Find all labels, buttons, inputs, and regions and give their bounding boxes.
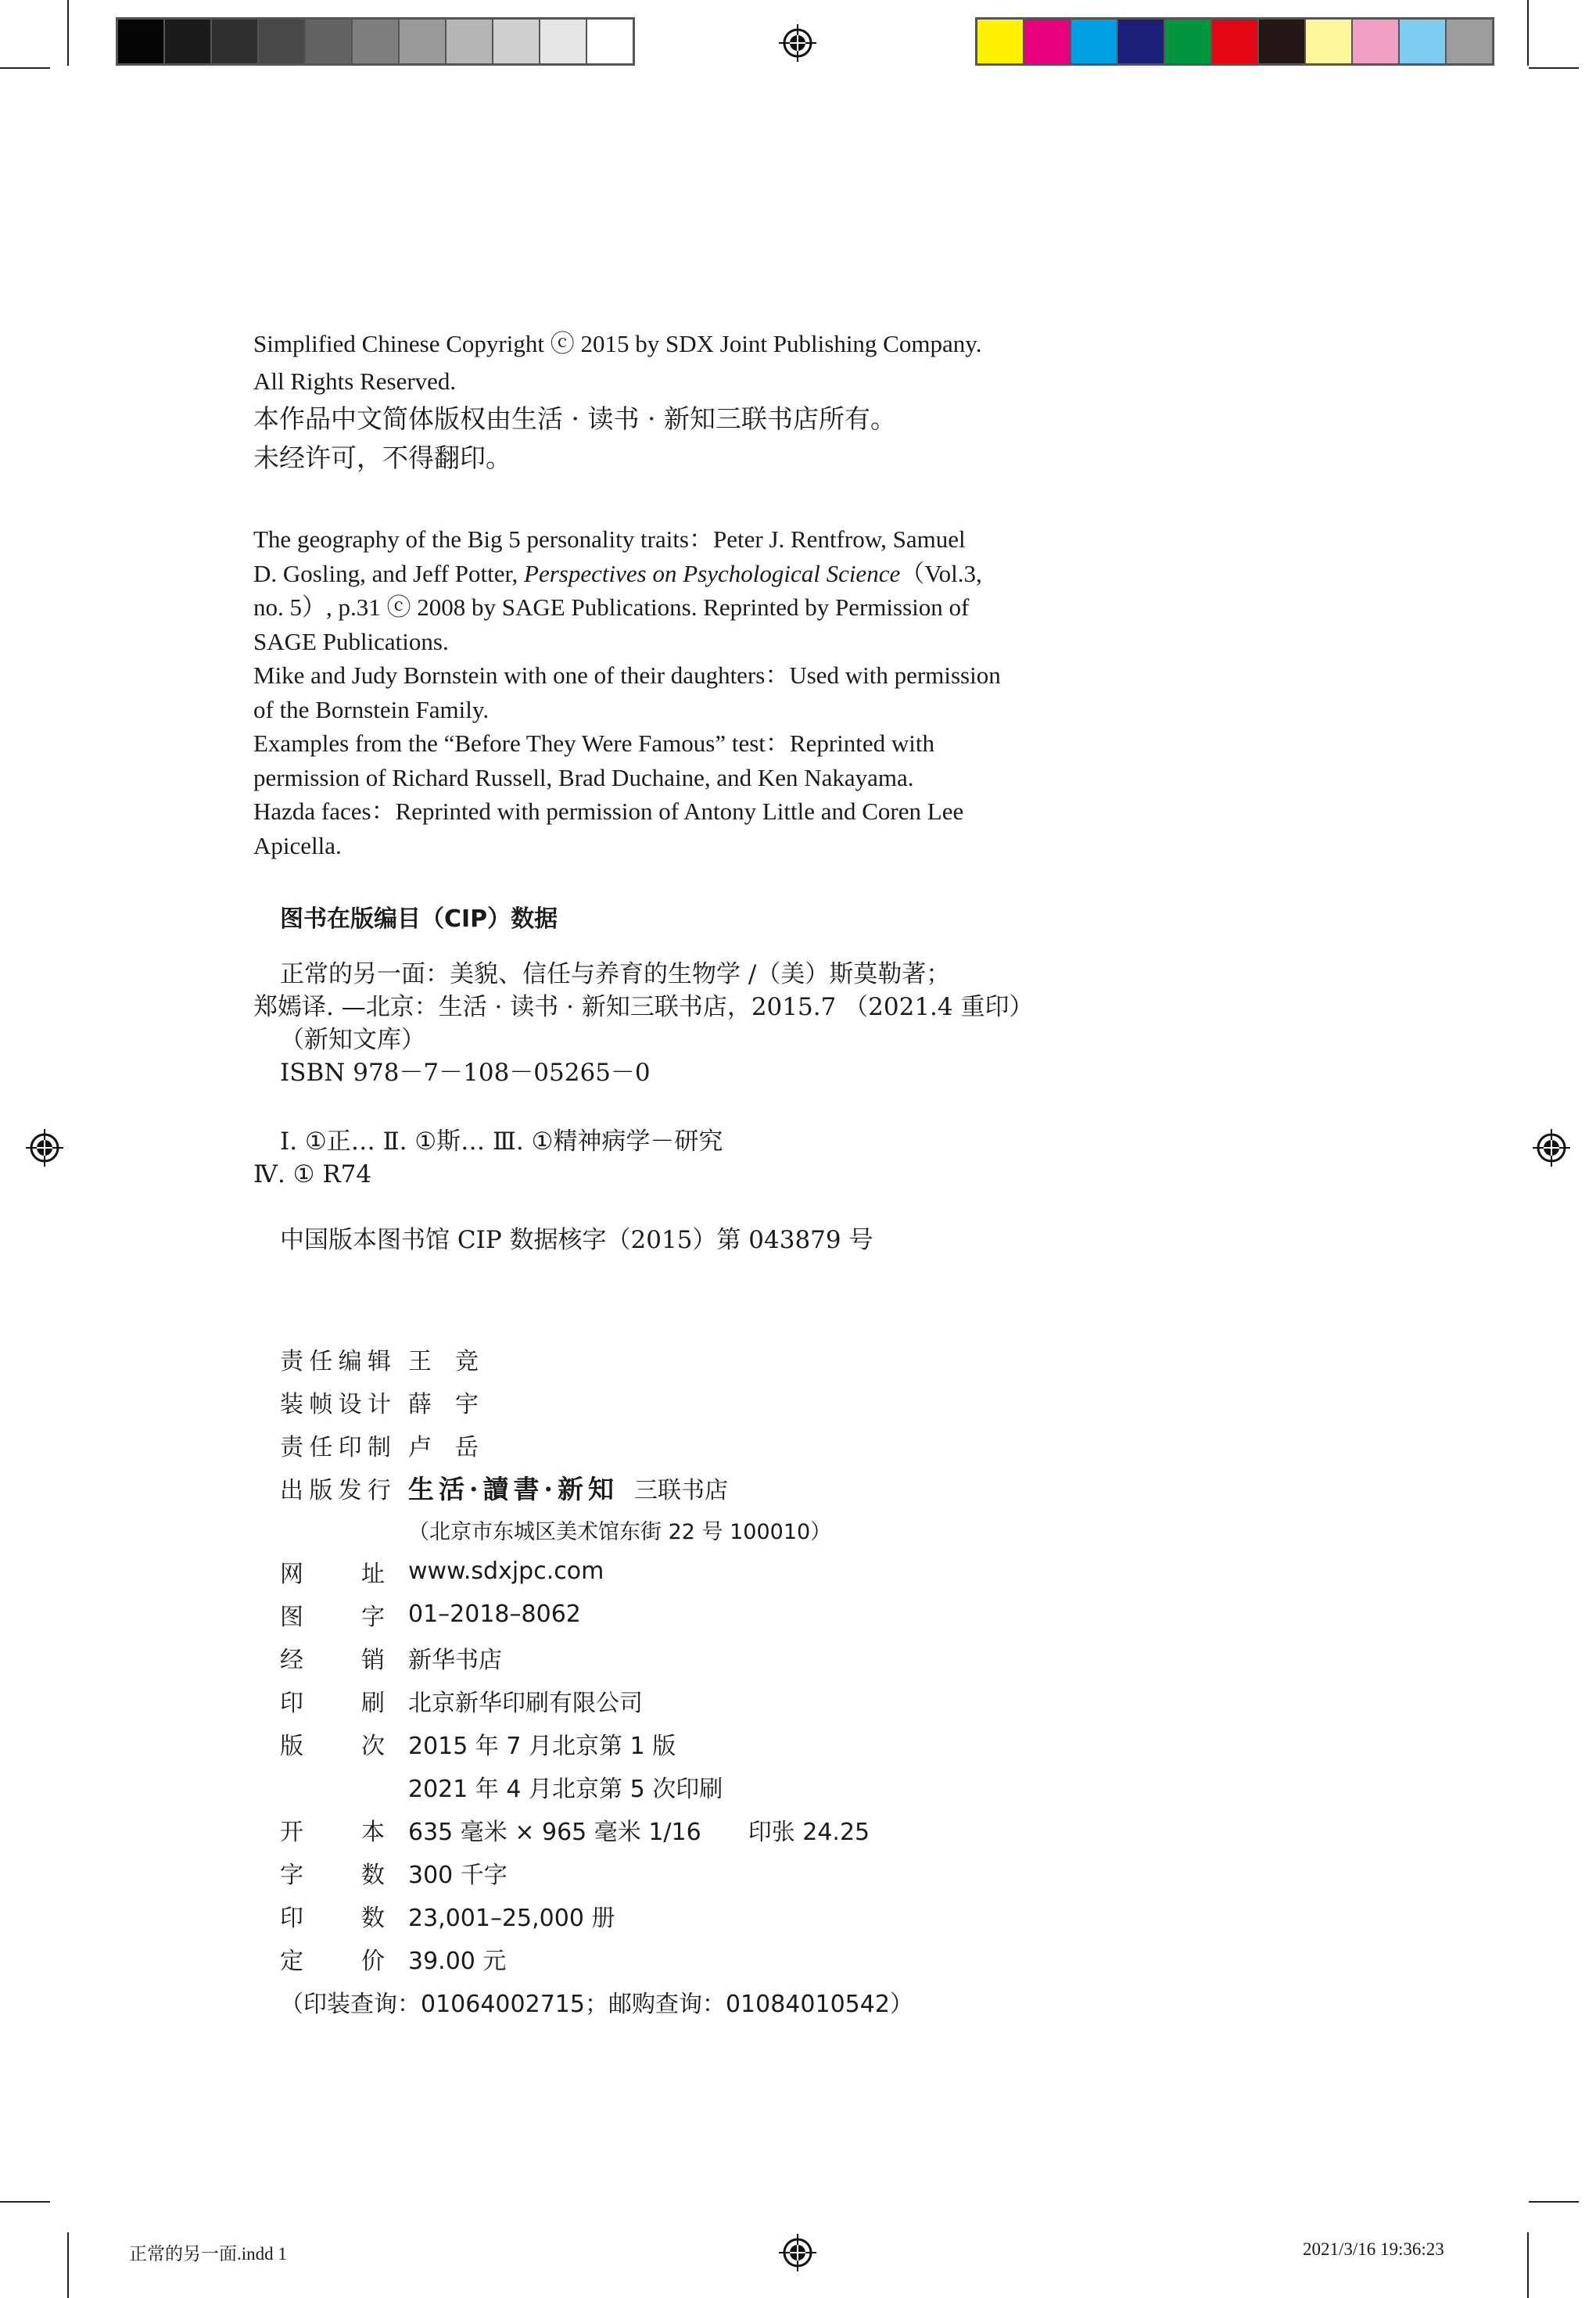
credit-label: 字 数 xyxy=(280,1861,385,1889)
permission-line: permission of Richard Russell, Brad Duchaine, and Ken Nakayama. xyxy=(253,763,914,791)
permission-line: Apicella. xyxy=(253,831,342,859)
credit-value: 王 竞 xyxy=(408,1347,479,1375)
color-swatch xyxy=(1210,20,1257,63)
gray-swatch xyxy=(492,20,539,63)
color-swatch xyxy=(1257,20,1304,63)
credit-label: 图 字 xyxy=(280,1603,385,1631)
credit-label: 责 任 编 辑 xyxy=(280,1347,391,1375)
permission-line: of the Bornstein Family. xyxy=(253,695,490,723)
copyright-zh-line: 未经许可，不得翻印。 xyxy=(253,443,511,473)
credit-value: 23,001–25,000 册 xyxy=(408,1904,615,1932)
credit-label: 版 次 xyxy=(280,1732,385,1760)
cip-line: Ⅳ. ① R74 xyxy=(253,1160,372,1188)
crop-mark xyxy=(1529,67,1579,69)
color-swatch xyxy=(1117,20,1164,63)
credit-value: 卢 岳 xyxy=(408,1433,479,1461)
gray-swatch xyxy=(118,20,163,63)
credit-row-print-manager xyxy=(280,1423,913,1466)
credit-label: 责 任 印 制 xyxy=(280,1433,391,1461)
credit-value: 生活·讀書·新知 三联书店 xyxy=(408,1474,728,1504)
credit-value: 薛 宇 xyxy=(408,1390,479,1418)
journal-title: Perspectives on Psychological Science xyxy=(524,559,901,587)
gray-swatch xyxy=(398,20,445,63)
credit-label: 网 址 xyxy=(280,1560,385,1588)
crop-mark xyxy=(1527,2232,1529,2298)
crop-mark xyxy=(67,2232,69,2298)
gray-swatch xyxy=(445,20,492,63)
gray-swatch xyxy=(163,20,210,63)
permission-line: The geography of the Big 5 personality traits：Peter J. Rentfrow, Samuel xyxy=(253,525,966,553)
permission-line: Hazda faces：Reprinted with permission of Antony Little and Coren Lee xyxy=(253,798,964,825)
crop-mark xyxy=(1527,0,1529,66)
website-link[interactable]: www.sdxjpc.com xyxy=(408,1558,604,1585)
footer-timestamp: 2021/3/16 19:36:23 xyxy=(1303,2239,1444,2259)
credit-row-website xyxy=(280,1550,913,1593)
permission-line: D. Gosling, and Jeff Potter, Perspectives on Psychological Science（Vol.3, xyxy=(253,559,982,587)
color-swatch xyxy=(1351,20,1398,63)
credit-value: 300 千字 xyxy=(408,1861,507,1889)
credit-row-print-run xyxy=(280,1894,913,1937)
crop-mark xyxy=(1529,2201,1579,2203)
credit-label: 定 价 xyxy=(280,1947,385,1975)
color-swatch xyxy=(1445,20,1492,63)
credit-row-editor xyxy=(280,1337,913,1380)
copyright-line: Simplified Chinese Copyright ⓒ 2015 by SDX Joint Publishing Company. xyxy=(253,330,982,357)
gray-swatch xyxy=(351,20,398,63)
credit-value: 01–2018–8062 xyxy=(408,1601,581,1628)
gray-swatch xyxy=(210,20,257,63)
credit-value: 新华书店 xyxy=(408,1646,502,1674)
credit-label: 经 销 xyxy=(280,1646,385,1674)
color-swatch xyxy=(1164,20,1210,63)
credits-block xyxy=(280,1337,913,2023)
color-swatch xyxy=(977,20,1023,63)
cip-line: ISBN 978－7－108－05265－0 xyxy=(280,1059,651,1087)
credit-row-price xyxy=(280,1937,913,1980)
credit-row-reprint xyxy=(280,1765,913,1808)
credit-row-publisher xyxy=(280,1466,913,1509)
credit-label: 印 刷 xyxy=(280,1689,385,1717)
credit-row-address xyxy=(280,1509,913,1550)
credit-value: 北京新华印刷有限公司 xyxy=(408,1689,643,1717)
color-swatch xyxy=(1304,20,1351,63)
permission-line: Mike and Judy Bornstein with one of their daughters：Used with permission xyxy=(253,661,1001,689)
copyright-line: All Rights Reserved. xyxy=(253,367,457,395)
cip-line: 郑嫣译. —北京：生活 · 读书 · 新知三联书店，2015.7 （2021.4 重印） xyxy=(253,993,1034,1021)
credit-value: 2015 年 7 月北京第 1 版 xyxy=(408,1732,676,1760)
registration-mark-icon xyxy=(779,24,816,62)
contact-info: （印装查询：01064002715；邮购查询：01084010542） xyxy=(280,1990,913,2018)
credit-row-printer xyxy=(280,1679,913,1722)
publisher-brand-logo: 生活·讀書·新知 xyxy=(408,1474,619,1504)
cip-title: 图书在版编目（CIP）数据 xyxy=(280,905,558,933)
color-swatch xyxy=(1398,20,1445,63)
gray-swatch xyxy=(586,20,633,63)
permission-line: SAGE Publications. xyxy=(253,627,449,655)
gray-swatch xyxy=(304,20,351,63)
permissions-block xyxy=(253,522,1001,862)
publisher-address: （北京市东城区美术馆东街 22 号 100010） xyxy=(408,1519,832,1544)
copyright-zh-line: 本作品中文简体版权由生活 · 读书 · 新知三联书店所有。 xyxy=(253,403,896,434)
credit-row-format xyxy=(280,1808,913,1851)
gray-swatch xyxy=(539,20,586,63)
grayscale-bar xyxy=(116,17,635,66)
permission-line: Examples from the “Before They Were Famous” test：Reprinted with xyxy=(253,730,935,757)
color-swatch xyxy=(1070,20,1117,63)
registration-mark-icon xyxy=(1533,1129,1570,1167)
credit-row-figure xyxy=(280,1593,913,1636)
credit-row-edition xyxy=(280,1722,913,1765)
permission-line: no. 5）, p.31 ⓒ 2008 by SAGE Publications. Reprinted by Permission of xyxy=(253,593,970,621)
color-bar xyxy=(975,17,1494,66)
cip-line: Ⅰ. ①正… Ⅱ. ①斯… Ⅲ. ①精神病学－研究 xyxy=(280,1127,723,1156)
credit-row-distributor xyxy=(280,1636,913,1679)
credit-label: 印 数 xyxy=(280,1904,385,1932)
credit-label: 装 帧 设 计 xyxy=(280,1390,391,1418)
credit-value: 635 毫米 × 965 毫米 1/16 印张 24.25 xyxy=(408,1818,870,1846)
crop-mark xyxy=(67,0,69,66)
registration-mark-icon xyxy=(26,1129,63,1167)
copyright-block xyxy=(253,327,981,478)
credit-label: 出 版 发 行 xyxy=(280,1476,391,1504)
cip-line: 正常的另一面：美貌、信任与养育的生物学 /（美）斯莫勒著； xyxy=(280,960,951,988)
registration-mark-icon xyxy=(779,2234,816,2271)
color-swatch xyxy=(1023,20,1070,63)
credit-row-contact xyxy=(280,1980,913,2023)
credit-value: 2021 年 4 月北京第 5 次印刷 xyxy=(408,1775,723,1803)
credit-value: 39.00 元 xyxy=(408,1947,507,1975)
cip-verification: 中国版本图书馆 CIP 数据核字（2015）第 043879 号 xyxy=(280,1226,873,1254)
credit-row-word-count xyxy=(280,1851,913,1894)
crop-mark xyxy=(0,2201,50,2203)
credit-label: 开 本 xyxy=(280,1818,385,1846)
credit-row-designer xyxy=(280,1380,913,1423)
gray-swatch xyxy=(257,20,304,63)
cip-block xyxy=(253,958,1033,1257)
crop-mark xyxy=(0,67,50,69)
footer-filename: 正常的另一面.indd 1 xyxy=(129,2244,287,2264)
cip-line: （新知文库） xyxy=(280,1026,425,1054)
